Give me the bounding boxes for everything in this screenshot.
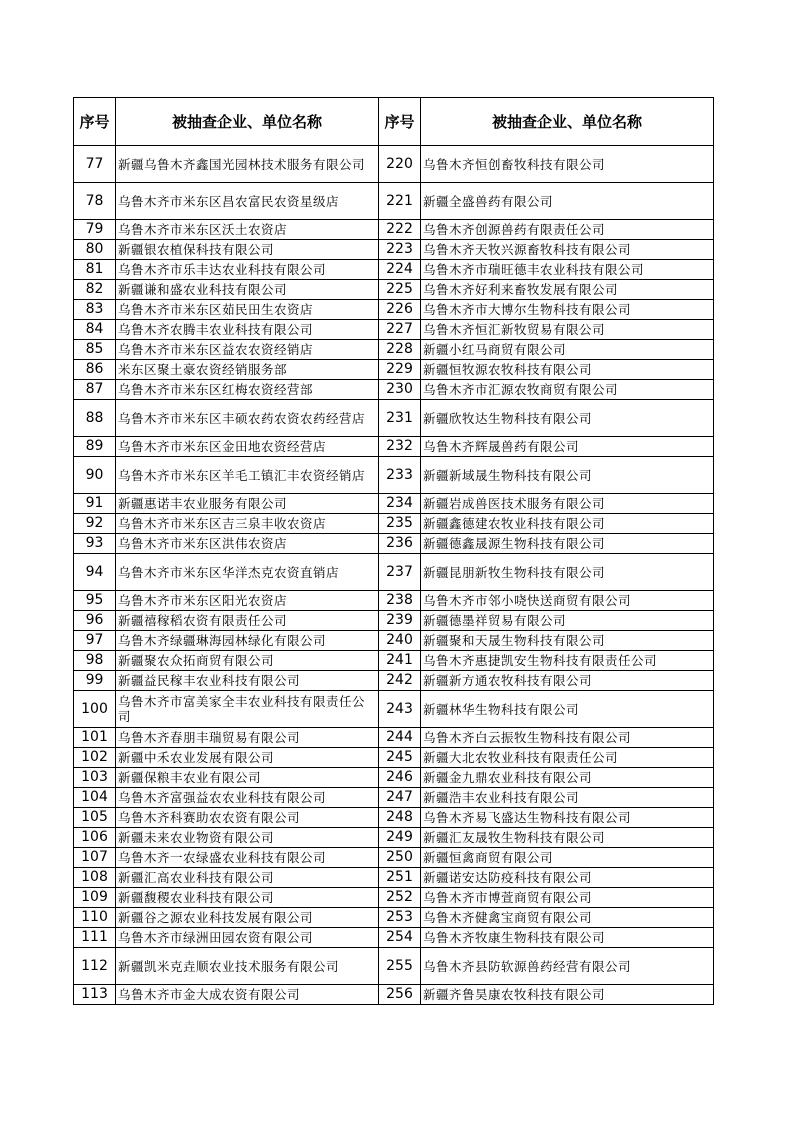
enterprise-name-cell: 乌鲁木齐绿疆琳海园林绿化有限公司 bbox=[116, 631, 379, 651]
table-row bbox=[74, 380, 714, 400]
enterprise-name-cell: 乌鲁木齐市富美家全丰农业科技有限责任公司 bbox=[116, 691, 379, 728]
table-row bbox=[74, 928, 714, 948]
enterprise-name-cell: 乌鲁木齐市米东区金田地农资经营店 bbox=[116, 437, 379, 457]
serial-number-cell: 242 bbox=[379, 671, 421, 691]
enterprise-name-cell: 乌鲁木齐恒汇新牧贸易有限公司 bbox=[421, 320, 714, 340]
serial-number-cell: 82 bbox=[74, 280, 116, 300]
header-serial-number-left: 序号 bbox=[74, 98, 116, 146]
serial-number-cell: 103 bbox=[74, 768, 116, 788]
enterprise-name-cell: 乌鲁木齐市大博尔生物科技有限公司 bbox=[421, 300, 714, 320]
enterprise-name-cell: 新疆未来农业物资有限公司 bbox=[116, 828, 379, 848]
serial-number-cell: 234 bbox=[379, 494, 421, 514]
enterprise-name-cell: 新疆鑫德建农牧业科技有限公司 bbox=[421, 514, 714, 534]
header-enterprise-name-left: 被抽查企业、单位名称 bbox=[116, 98, 379, 146]
serial-number-cell: 230 bbox=[379, 380, 421, 400]
table-row bbox=[74, 320, 714, 340]
serial-number-cell: 97 bbox=[74, 631, 116, 651]
enterprise-name-cell: 乌鲁木齐市瑞旺德丰农业科技有限公司 bbox=[421, 260, 714, 280]
serial-number-cell: 108 bbox=[74, 868, 116, 888]
enterprise-name-cell: 乌鲁木齐市米东区阳光农资店 bbox=[116, 591, 379, 611]
inspected-enterprise-table bbox=[73, 97, 714, 1005]
serial-number-cell: 231 bbox=[379, 400, 421, 437]
serial-number-cell: 101 bbox=[74, 728, 116, 748]
serial-number-cell: 110 bbox=[74, 908, 116, 928]
serial-number-cell: 225 bbox=[379, 280, 421, 300]
serial-number-cell: 229 bbox=[379, 360, 421, 380]
enterprise-name-cell: 乌鲁木齐市汇源农牧商贸有限公司 bbox=[421, 380, 714, 400]
serial-number-cell: 107 bbox=[74, 848, 116, 868]
serial-number-cell: 109 bbox=[74, 888, 116, 908]
enterprise-name-cell: 新疆银农植保科技有限公司 bbox=[116, 240, 379, 260]
enterprise-name-cell: 新疆新域晟生物科技有限公司 bbox=[421, 457, 714, 494]
serial-number-cell: 238 bbox=[379, 591, 421, 611]
serial-number-cell: 94 bbox=[74, 554, 116, 591]
table-row bbox=[74, 748, 714, 768]
enterprise-name-cell: 新疆昆朋新牧生物科技有限公司 bbox=[421, 554, 714, 591]
serial-number-cell: 96 bbox=[74, 611, 116, 631]
serial-number-cell: 250 bbox=[379, 848, 421, 868]
enterprise-name-cell: 新疆大北农牧业科技有限责任公司 bbox=[421, 748, 714, 768]
enterprise-name-cell: 乌鲁木齐好利来畜牧发展有限公司 bbox=[421, 280, 714, 300]
serial-number-cell: 221 bbox=[379, 183, 421, 220]
table-row bbox=[74, 691, 714, 728]
enterprise-name-cell: 乌鲁木齐市米东区益农农资经销店 bbox=[116, 340, 379, 360]
enterprise-name-cell: 乌鲁木齐市绿洲田园农资有限公司 bbox=[116, 928, 379, 948]
enterprise-name-cell: 新疆聚农众拓商贸有限公司 bbox=[116, 651, 379, 671]
serial-number-cell: 90 bbox=[74, 457, 116, 494]
enterprise-name-cell: 新疆小红马商贸有限公司 bbox=[421, 340, 714, 360]
serial-number-cell: 248 bbox=[379, 808, 421, 828]
serial-number-cell: 113 bbox=[74, 985, 116, 1005]
serial-number-cell: 255 bbox=[379, 948, 421, 985]
table-row bbox=[74, 868, 714, 888]
table-row bbox=[74, 808, 714, 828]
table-row bbox=[74, 146, 714, 183]
enterprise-name-cell: 新疆新方通农牧科技有限公司 bbox=[421, 671, 714, 691]
enterprise-name-cell: 乌鲁木齐市米东区丰硕农药农资农药经营店 bbox=[116, 400, 379, 437]
serial-number-cell: 228 bbox=[379, 340, 421, 360]
serial-number-cell: 93 bbox=[74, 534, 116, 554]
serial-number-cell: 77 bbox=[74, 146, 116, 183]
enterprise-name-cell: 乌鲁木齐市邻小哓快送商贸有限公司 bbox=[421, 591, 714, 611]
table-row bbox=[74, 651, 714, 671]
serial-number-cell: 84 bbox=[74, 320, 116, 340]
table-row bbox=[74, 183, 714, 220]
serial-number-cell: 244 bbox=[379, 728, 421, 748]
enterprise-name-cell: 乌鲁木齐市米东区茹民田生农资店 bbox=[116, 300, 379, 320]
enterprise-name-cell: 乌鲁木齐恒创畜牧科技有限公司 bbox=[421, 146, 714, 183]
serial-number-cell: 232 bbox=[379, 437, 421, 457]
enterprise-name-cell: 乌鲁木齐春朋丰瑞贸易有限公司 bbox=[116, 728, 379, 748]
table-row bbox=[74, 240, 714, 260]
serial-number-cell: 80 bbox=[74, 240, 116, 260]
table-row bbox=[74, 788, 714, 808]
header-enterprise-name-right: 被抽查企业、单位名称 bbox=[421, 98, 714, 146]
serial-number-cell: 88 bbox=[74, 400, 116, 437]
serial-number-cell: 226 bbox=[379, 300, 421, 320]
table-row bbox=[74, 457, 714, 494]
enterprise-name-cell: 新疆益民稼丰农业科技有限公司 bbox=[116, 671, 379, 691]
header-serial-number-right: 序号 bbox=[379, 98, 421, 146]
enterprise-name-cell: 乌鲁木齐创源兽药有限责任公司 bbox=[421, 220, 714, 240]
table-row bbox=[74, 280, 714, 300]
serial-number-cell: 85 bbox=[74, 340, 116, 360]
table-row bbox=[74, 437, 714, 457]
serial-number-cell: 227 bbox=[379, 320, 421, 340]
serial-number-cell: 98 bbox=[74, 651, 116, 671]
serial-number-cell: 81 bbox=[74, 260, 116, 280]
serial-number-cell: 91 bbox=[74, 494, 116, 514]
table-row bbox=[74, 534, 714, 554]
enterprise-name-cell: 新疆谦和盛农业科技有限公司 bbox=[116, 280, 379, 300]
serial-number-cell: 256 bbox=[379, 985, 421, 1005]
enterprise-name-cell: 乌鲁木齐农腾丰农业科技有限公司 bbox=[116, 320, 379, 340]
enterprise-name-cell: 乌鲁木齐市米东区华洋杰克农资直销店 bbox=[116, 554, 379, 591]
enterprise-name-cell: 乌鲁木齐惠捷凯安生物科技有限责任公司 bbox=[421, 651, 714, 671]
serial-number-cell: 92 bbox=[74, 514, 116, 534]
enterprise-name-cell: 乌鲁木齐白云振牧生物科技有限公司 bbox=[421, 728, 714, 748]
table-body bbox=[74, 146, 714, 1005]
serial-number-cell: 241 bbox=[379, 651, 421, 671]
enterprise-name-cell: 新疆全盛兽药有限公司 bbox=[421, 183, 714, 220]
enterprise-name-cell: 新疆欣牧达生物科技有限公司 bbox=[421, 400, 714, 437]
serial-number-cell: 83 bbox=[74, 300, 116, 320]
serial-number-cell: 247 bbox=[379, 788, 421, 808]
serial-number-cell: 224 bbox=[379, 260, 421, 280]
serial-number-cell: 106 bbox=[74, 828, 116, 848]
table-row bbox=[74, 494, 714, 514]
enterprise-name-cell: 乌鲁木齐天牧兴源畜牧科技有限公司 bbox=[421, 240, 714, 260]
serial-number-cell: 235 bbox=[379, 514, 421, 534]
serial-number-cell: 95 bbox=[74, 591, 116, 611]
table-row bbox=[74, 985, 714, 1005]
enterprise-name-cell: 新疆保粮丰农业有限公司 bbox=[116, 768, 379, 788]
serial-number-cell: 245 bbox=[379, 748, 421, 768]
serial-number-cell: 251 bbox=[379, 868, 421, 888]
serial-number-cell: 252 bbox=[379, 888, 421, 908]
enterprise-name-cell: 乌鲁木齐市米东区羊毛工镇汇丰农资经销店 bbox=[116, 457, 379, 494]
enterprise-name-cell: 新疆德鑫晟源生物科技有限公司 bbox=[421, 534, 714, 554]
table-row bbox=[74, 360, 714, 380]
enterprise-name-cell: 乌鲁木齐市米东区红梅农资经营部 bbox=[116, 380, 379, 400]
table-row bbox=[74, 848, 714, 868]
serial-number-cell: 243 bbox=[379, 691, 421, 728]
table-row bbox=[74, 768, 714, 788]
table-row bbox=[74, 300, 714, 320]
enterprise-name-cell: 新疆禧稼稻农资有限责任公司 bbox=[116, 611, 379, 631]
serial-number-cell: 99 bbox=[74, 671, 116, 691]
enterprise-name-cell: 新疆凯米克垚顺农业技术服务有限公司 bbox=[116, 948, 379, 985]
table-row bbox=[74, 400, 714, 437]
enterprise-name-cell: 新疆汇友晟牧生物科技有限公司 bbox=[421, 828, 714, 848]
table-row bbox=[74, 220, 714, 240]
enterprise-name-cell: 新疆德墨祥贸易有限公司 bbox=[421, 611, 714, 631]
enterprise-name-cell: 乌鲁木齐健禽宝商贸有限公司 bbox=[421, 908, 714, 928]
serial-number-cell: 236 bbox=[379, 534, 421, 554]
serial-number-cell: 253 bbox=[379, 908, 421, 928]
serial-number-cell: 233 bbox=[379, 457, 421, 494]
serial-number-cell: 104 bbox=[74, 788, 116, 808]
enterprise-name-cell: 乌鲁木齐市米东区吉三泉丰收农资店 bbox=[116, 514, 379, 534]
enterprise-name-cell: 乌鲁木齐一农绿盛农业科技有限公司 bbox=[116, 848, 379, 868]
table-row bbox=[74, 888, 714, 908]
enterprise-name-cell: 乌鲁木齐市米东区洪伟农资店 bbox=[116, 534, 379, 554]
enterprise-name-cell: 新疆齐鲁昊康农牧科技有限公司 bbox=[421, 985, 714, 1005]
serial-number-cell: 240 bbox=[379, 631, 421, 651]
table-row bbox=[74, 631, 714, 651]
enterprise-name-cell: 新疆汇高农业科技有限公司 bbox=[116, 868, 379, 888]
table-row bbox=[74, 728, 714, 748]
table-row bbox=[74, 948, 714, 985]
serial-number-cell: 249 bbox=[379, 828, 421, 848]
serial-number-cell: 102 bbox=[74, 748, 116, 768]
serial-number-cell: 105 bbox=[74, 808, 116, 828]
serial-number-cell: 254 bbox=[379, 928, 421, 948]
serial-number-cell: 111 bbox=[74, 928, 116, 948]
enterprise-name-cell: 乌鲁木齐市金大成农资有限公司 bbox=[116, 985, 379, 1005]
table-row bbox=[74, 591, 714, 611]
enterprise-name-cell: 新疆乌鲁木齐鑫国光园林技术服务有限公司 bbox=[116, 146, 379, 183]
enterprise-name-cell: 新疆恒禽商贸有限公司 bbox=[421, 848, 714, 868]
enterprise-name-cell: 新疆中禾农业发展有限公司 bbox=[116, 748, 379, 768]
serial-number-cell: 87 bbox=[74, 380, 116, 400]
serial-number-cell: 100 bbox=[74, 691, 116, 728]
enterprise-name-cell: 新疆馥稷农业科技有限公司 bbox=[116, 888, 379, 908]
serial-number-cell: 239 bbox=[379, 611, 421, 631]
enterprise-name-cell: 米东区聚土豪农资经销服务部 bbox=[116, 360, 379, 380]
table-row bbox=[74, 260, 714, 280]
enterprise-name-cell: 新疆林华生物科技有限公司 bbox=[421, 691, 714, 728]
serial-number-cell: 86 bbox=[74, 360, 116, 380]
table-row bbox=[74, 514, 714, 534]
enterprise-name-cell: 乌鲁木齐辉晟兽药有限公司 bbox=[421, 437, 714, 457]
enterprise-name-cell: 乌鲁木齐县防软源兽药经营有限公司 bbox=[421, 948, 714, 985]
serial-number-cell: 223 bbox=[379, 240, 421, 260]
enterprise-name-cell: 新疆恒牧源农牧科技有限公司 bbox=[421, 360, 714, 380]
serial-number-cell: 220 bbox=[379, 146, 421, 183]
enterprise-name-cell: 新疆谷之源农业科技发展有限公司 bbox=[116, 908, 379, 928]
enterprise-name-cell: 乌鲁木齐市米东区沃土农资店 bbox=[116, 220, 379, 240]
table-row bbox=[74, 671, 714, 691]
serial-number-cell: 89 bbox=[74, 437, 116, 457]
serial-number-cell: 246 bbox=[379, 768, 421, 788]
serial-number-cell: 222 bbox=[379, 220, 421, 240]
enterprise-name-cell: 乌鲁木齐牧康生物科技有限公司 bbox=[421, 928, 714, 948]
enterprise-name-cell: 新疆惠诺丰农业服务有限公司 bbox=[116, 494, 379, 514]
serial-number-cell: 78 bbox=[74, 183, 116, 220]
enterprise-name-cell: 乌鲁木齐富强益农农业科技有限公司 bbox=[116, 788, 379, 808]
enterprise-name-cell: 乌鲁木齐市乐丰达农业科技有限公司 bbox=[116, 260, 379, 280]
table-row bbox=[74, 908, 714, 928]
table-header-row bbox=[74, 98, 714, 146]
enterprise-name-cell: 乌鲁木齐市博萱商贸有限公司 bbox=[421, 888, 714, 908]
enterprise-name-cell: 乌鲁木齐科赛助农农资有限公司 bbox=[116, 808, 379, 828]
serial-number-cell: 79 bbox=[74, 220, 116, 240]
serial-number-cell: 237 bbox=[379, 554, 421, 591]
table-row bbox=[74, 828, 714, 848]
enterprise-name-cell: 乌鲁木齐易飞盛达生物科技有限公司 bbox=[421, 808, 714, 828]
serial-number-cell: 112 bbox=[74, 948, 116, 985]
table-row bbox=[74, 611, 714, 631]
enterprise-name-cell: 新疆浩丰农业科技有限公司 bbox=[421, 788, 714, 808]
enterprise-name-cell: 新疆金九鼎农业科技有限公司 bbox=[421, 768, 714, 788]
table-row bbox=[74, 554, 714, 591]
table-row bbox=[74, 340, 714, 360]
enterprise-name-cell: 新疆岩成兽医技术服务有限公司 bbox=[421, 494, 714, 514]
enterprise-name-cell: 新疆诺安达防疫科技有限公司 bbox=[421, 868, 714, 888]
enterprise-name-cell: 新疆聚和天晟生物科技有限公司 bbox=[421, 631, 714, 651]
enterprise-name-cell: 乌鲁木齐市米东区昌农富民农资星级店 bbox=[116, 183, 379, 220]
